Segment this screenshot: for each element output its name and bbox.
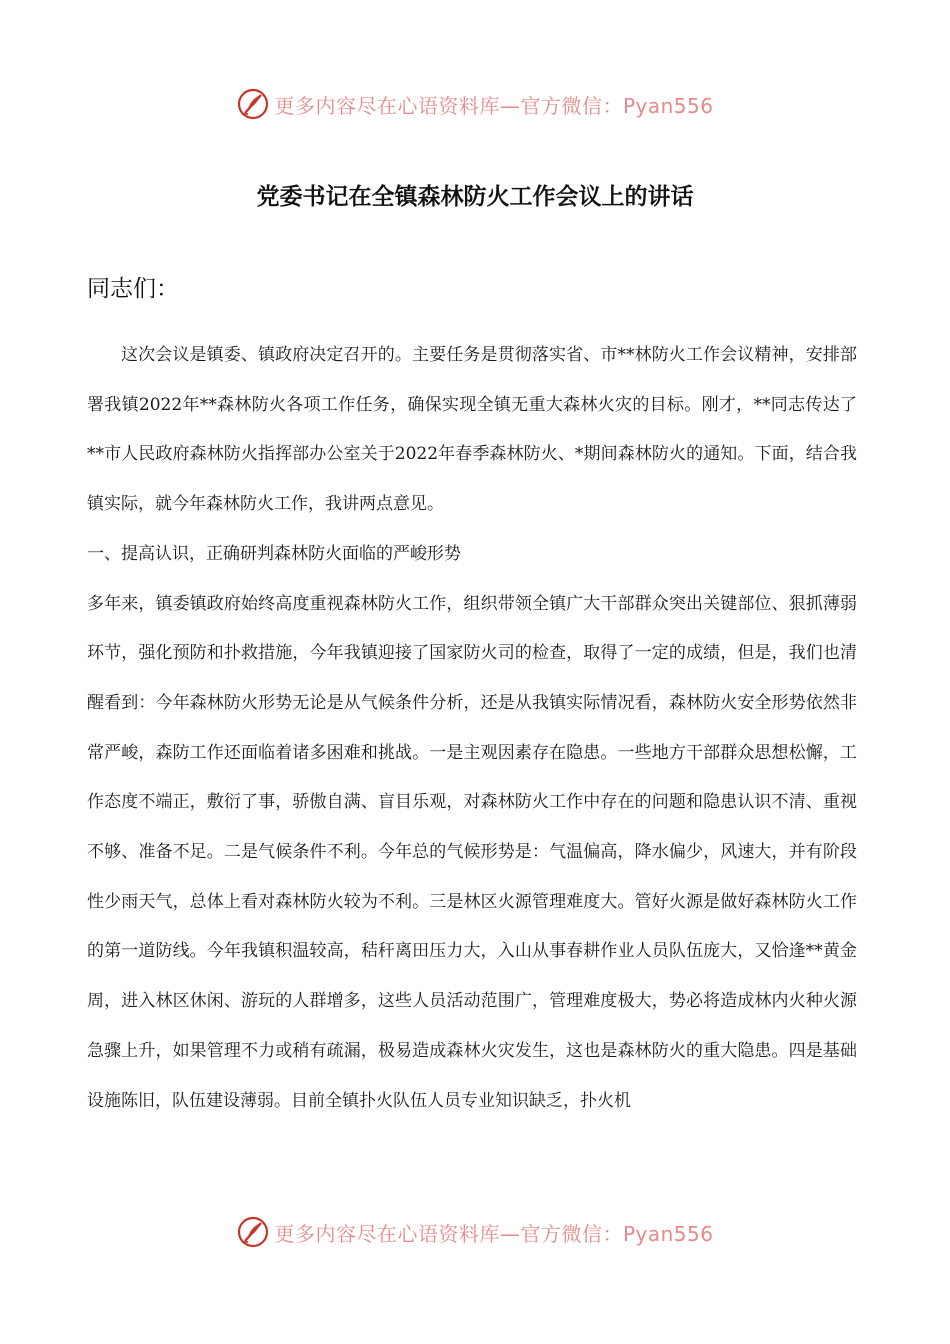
quill-logo-icon xyxy=(236,1215,270,1249)
watermark-text: 更多内容尽在心语资料库—官方微信：Pyan556 xyxy=(274,93,714,118)
section-heading-1: 一、提高认识，正确研判森林防火面临的严峻形势 xyxy=(87,543,461,564)
header-watermark-banner xyxy=(0,84,950,124)
paragraph-intro: 这次会议是镇委、镇政府决定召开的。主要任务是贯彻落实省、市**林防火工作会议精神，安排部署我镇2022年**森林防火各项工作任务，确保实现全镇无重大森林火灾的目标。刚才，**同志传达了**市人民政府森林防火指挥部办公室关于2022年春季森林防火、*期间森林防火的通知。下面，结合我镇实际，就今年森林防火工作，我讲两点意见。 xyxy=(87,345,857,515)
watermark-text: 更多内容尽在心语资料库—官方微信：Pyan556 xyxy=(274,1221,714,1246)
document-body xyxy=(87,331,857,1126)
footer-watermark-banner xyxy=(0,1212,950,1252)
quill-logo-icon xyxy=(236,87,270,121)
document-title: 党委书记在全镇森林防火工作会议上的讲话 xyxy=(256,184,694,210)
paragraph-situation: 多年来，镇委镇政府始终高度重视森林防火工作，组织带领全镇广大干部群众突出关键部位、狠抓薄弱环节，强化预防和扑救措施，今年我镇迎接了国家防火司的检查，取得了一定的成绩，但是，我们也清醒看到：今年森林防火形势无论是从气候条件分析，还是从我镇实际情况看，森林防火安全形势依然非常严峻，森防工作还面临着诸多困难和挑战。一是主观因素存在隐患。一些地方干部群众思想松懈，工作态度不端正，敷衍了事，骄傲自满、盲目乐观，对森林防火工作中存在的问题和隐患认识不清、重视不够、准备不足。二是气候条件不利。今年总的气候形势是：气温偏高，降水偏少，风速大，并有阶段性少雨天气，总体上看对森林防火较为不利。三是林区火源管理难度大。管好火源是做好森林防火工作的第一道防线。今年我镇积温较高，秸秆离田压力大，入山从事春耕作业人员队伍庞大，又恰逢**黄金周，进入林区休闲、游玩的人群增多，这些人员活动范围广，管理难度极大，势必将造成林内火种火源急骤上升，如果管理不力或稍有疏漏，极易造成森林火灾发生，这也是森林防火的重大隐患。四是基础设施陈旧，队伍建设薄弱。目前全镇扑火队伍人员专业知识缺乏，扑火机 xyxy=(87,593,857,1111)
salutation: 同志们： xyxy=(87,276,179,302)
